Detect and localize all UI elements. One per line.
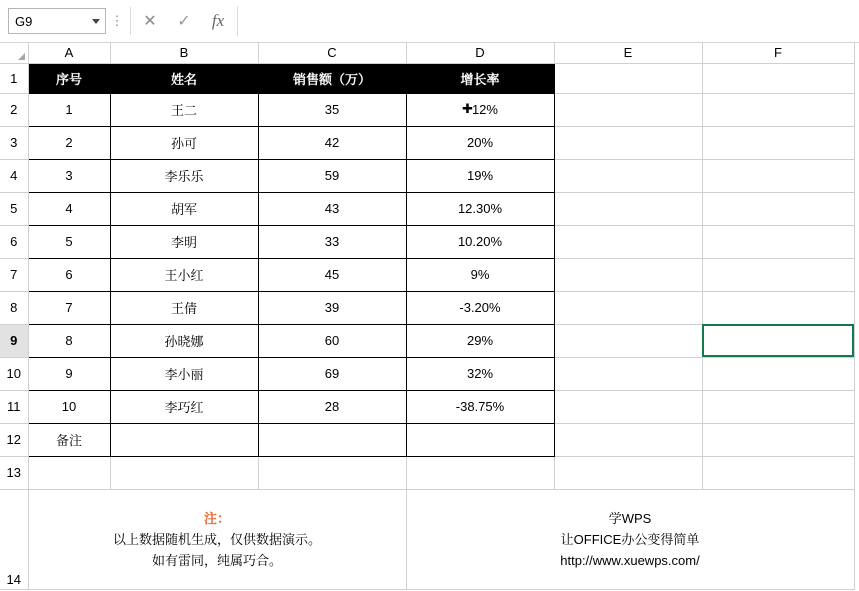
cell-e2[interactable] xyxy=(554,93,702,126)
cell-b2[interactable]: 王二 xyxy=(110,93,258,126)
cell-c6[interactable]: 33 xyxy=(258,225,406,258)
table-row xyxy=(0,357,854,390)
cell-f1[interactable] xyxy=(702,63,854,93)
cell-d11[interactable]: -38.75% xyxy=(406,390,554,423)
row-header-6[interactable]: 6 xyxy=(0,225,28,258)
function-icon[interactable]: fx xyxy=(211,11,225,30)
row-header-10[interactable]: 10 xyxy=(0,357,28,390)
row-header-13[interactable]: 13 xyxy=(0,456,28,489)
note-line-2: 如有雷同，纯属巧合。 xyxy=(151,552,282,568)
note-line-1: 以上数据随机生成，仅供数据演示。 xyxy=(112,531,321,547)
cell-e11[interactable] xyxy=(554,390,702,423)
cell-d12[interactable] xyxy=(406,423,554,456)
table-row xyxy=(0,258,854,291)
cell-d7[interactable]: 9% xyxy=(406,258,554,291)
cell-e12[interactable] xyxy=(554,423,702,456)
cell-c7[interactable]: 45 xyxy=(258,258,406,291)
cell-b7[interactable]: 王小红 xyxy=(110,258,258,291)
cell-a3[interactable]: 2 xyxy=(28,126,110,159)
formula-input[interactable] xyxy=(237,6,859,36)
column-header-a[interactable]: A xyxy=(28,43,110,63)
cell-d1-header-growth[interactable]: 增长率 xyxy=(406,63,554,93)
cell-f12[interactable] xyxy=(702,423,854,456)
cell-d2-value: 12% xyxy=(471,101,498,117)
cell-cursor-icon: ✚ xyxy=(462,100,473,116)
row-header-1[interactable]: 1 xyxy=(0,63,28,93)
cell-e4[interactable] xyxy=(554,159,702,192)
table-row xyxy=(0,159,854,192)
cell-c13[interactable] xyxy=(258,456,406,489)
cell-f4[interactable] xyxy=(702,159,854,192)
note-cell[interactable] xyxy=(28,489,406,589)
table-row xyxy=(0,93,854,126)
cell-d3[interactable]: 20% xyxy=(406,126,554,159)
column-header-f[interactable]: F xyxy=(702,43,854,63)
sheet-table xyxy=(0,43,855,590)
cell-d13[interactable] xyxy=(406,456,554,489)
table-row xyxy=(0,291,854,324)
cell-d6[interactable]: 10.20% xyxy=(406,225,554,258)
cell-b5[interactable]: 胡军 xyxy=(110,192,258,225)
name-box-value: G9 xyxy=(15,13,33,29)
cell-d2[interactable] xyxy=(406,93,554,126)
cell-a9[interactable]: 8 xyxy=(28,324,110,357)
cell-c11[interactable]: 28 xyxy=(258,390,406,423)
row-header-5[interactable]: 5 xyxy=(0,192,28,225)
cell-c1-header-sales[interactable]: 销售额（万） xyxy=(258,63,406,93)
table-row xyxy=(0,63,854,93)
table-row xyxy=(0,126,854,159)
cell-c2[interactable]: 35 xyxy=(258,93,406,126)
cell-a2[interactable]: 1 xyxy=(28,93,110,126)
cell-f10[interactable] xyxy=(702,357,854,390)
cell-a1-header-no[interactable]: 序号 xyxy=(28,63,110,93)
row-header-3[interactable]: 3 xyxy=(0,126,28,159)
column-header-c[interactable]: C xyxy=(258,43,406,63)
cell-a11[interactable]: 10 xyxy=(28,390,110,423)
column-header-e[interactable]: E xyxy=(554,43,702,63)
cell-e8[interactable] xyxy=(554,291,702,324)
cell-c8[interactable]: 39 xyxy=(258,291,406,324)
cell-e7[interactable] xyxy=(554,258,702,291)
cell-b6[interactable]: 李明 xyxy=(110,225,258,258)
row-header-7[interactable]: 7 xyxy=(0,258,28,291)
row-header-11[interactable]: 11 xyxy=(0,390,28,423)
table-row xyxy=(0,225,854,258)
cell-a7[interactable]: 6 xyxy=(28,258,110,291)
table-row xyxy=(0,489,854,589)
cell-d4[interactable]: 19% xyxy=(406,159,554,192)
select-all-corner[interactable] xyxy=(0,43,28,63)
cell-a6[interactable]: 5 xyxy=(28,225,110,258)
promo-line-3: http://www.xuewps.com/ xyxy=(560,552,700,568)
cell-c9[interactable]: 60 xyxy=(258,324,406,357)
note-title: 注： xyxy=(203,510,230,526)
cell-c12[interactable] xyxy=(258,423,406,456)
row-header-8[interactable]: 8 xyxy=(0,291,28,324)
name-box[interactable] xyxy=(8,8,106,34)
table-row xyxy=(0,423,854,456)
cell-d9[interactable]: 29% xyxy=(406,324,554,357)
cell-c4[interactable]: 59 xyxy=(258,159,406,192)
cell-d5[interactable]: 12.30% xyxy=(406,192,554,225)
cell-d10[interactable]: 32% xyxy=(406,357,554,390)
cell-a5[interactable]: 4 xyxy=(28,192,110,225)
cell-b11[interactable]: 李巧红 xyxy=(110,390,258,423)
cell-b8[interactable]: 王倩 xyxy=(110,291,258,324)
cell-a4[interactable]: 3 xyxy=(28,159,110,192)
table-row xyxy=(0,456,854,489)
row-header-14[interactable]: 14 xyxy=(0,489,28,589)
row-header-9[interactable]: 9 xyxy=(0,324,28,357)
column-header-b[interactable]: B xyxy=(110,43,258,63)
cell-a13[interactable] xyxy=(28,456,110,489)
cell-a10[interactable]: 9 xyxy=(28,357,110,390)
cell-c10[interactable]: 69 xyxy=(258,357,406,390)
cell-b12[interactable] xyxy=(110,423,258,456)
cell-e9[interactable] xyxy=(554,324,702,357)
cell-e10[interactable] xyxy=(554,357,702,390)
cell-a12-footer-label[interactable]: 备注 xyxy=(28,423,110,456)
cell-e5[interactable] xyxy=(554,192,702,225)
cell-f9-active[interactable] xyxy=(702,324,854,357)
cell-b13[interactable] xyxy=(110,456,258,489)
cell-e6[interactable] xyxy=(554,225,702,258)
promo-line-1: 学WPS xyxy=(608,510,652,526)
cell-e13[interactable] xyxy=(554,456,702,489)
cell-b9[interactable]: 孙晓娜 xyxy=(110,324,258,357)
cell-e3[interactable] xyxy=(554,126,702,159)
cell-c3[interactable]: 42 xyxy=(258,126,406,159)
cell-f5[interactable] xyxy=(702,192,854,225)
cell-e1[interactable] xyxy=(554,63,702,93)
cell-f7[interactable] xyxy=(702,258,854,291)
cell-f3[interactable] xyxy=(702,126,854,159)
more-options-icon[interactable]: ⋮ xyxy=(110,13,124,28)
column-header-row xyxy=(0,43,854,63)
cell-a8[interactable]: 7 xyxy=(28,291,110,324)
close-icon[interactable]: ✕ xyxy=(143,13,157,30)
cell-b10[interactable]: 李小丽 xyxy=(110,357,258,390)
cell-b1-header-name[interactable]: 姓名 xyxy=(110,63,258,93)
cell-b3[interactable]: 孙可 xyxy=(110,126,258,159)
cell-f2[interactable] xyxy=(702,93,854,126)
row-header-4[interactable]: 4 xyxy=(0,159,28,192)
cell-f13[interactable] xyxy=(702,456,854,489)
row-header-12[interactable]: 12 xyxy=(0,423,28,456)
check-icon[interactable]: ✓ xyxy=(177,13,191,30)
sheet-grid[interactable] xyxy=(0,43,859,591)
promo-cell[interactable] xyxy=(406,489,854,589)
cell-c5[interactable]: 43 xyxy=(258,192,406,225)
cell-d8[interactable]: -3.20% xyxy=(406,291,554,324)
chevron-down-icon[interactable] xyxy=(87,9,105,33)
cell-f6[interactable] xyxy=(702,225,854,258)
cell-f8[interactable] xyxy=(702,291,854,324)
cell-f11[interactable] xyxy=(702,390,854,423)
cell-b4[interactable]: 李乐乐 xyxy=(110,159,258,192)
row-header-2[interactable]: 2 xyxy=(0,93,28,126)
formula-bar xyxy=(0,0,859,43)
promo-line-2: 让OFFICE办公变得简单 xyxy=(560,531,700,547)
column-header-d[interactable]: D xyxy=(406,43,554,63)
table-row xyxy=(0,390,854,423)
table-row-selected xyxy=(0,324,854,357)
divider xyxy=(130,7,131,35)
table-row xyxy=(0,192,854,225)
